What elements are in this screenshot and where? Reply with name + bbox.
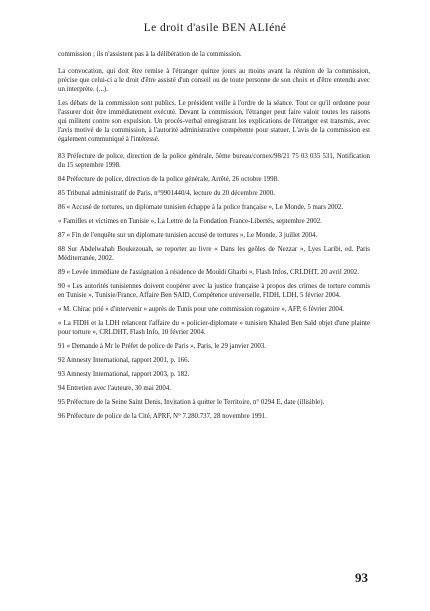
- page-number: 93: [355, 570, 368, 585]
- footnote: 93 Amnesty International, rapport 2003, p. 182.: [58, 371, 190, 378]
- footnote: 87 « Fin de l'enquête sur un diplomate tunisien accusé de tortures », Le Monde, 3 juillet 2004.: [58, 232, 318, 239]
- footnote: 89 « Levée immédiate de l'assignation à résidence de Mouldi Gharbi », Flash Infos, CRLDHT, 20 avril 2002.: [58, 269, 359, 276]
- footnote: « Familles et victimes en Tunisie », La Lettre de la Fondation France-Libertés, septembre 2002.: [58, 218, 322, 225]
- footnote: 86 « Accusé de tortures, un diplomate tunisien échappe à la police française », Le Monde, 5 mars 2002.: [58, 204, 344, 211]
- footnote: 91 « Demande à Mr le Préfet de police de Paris », Paris, le 29 janvier 2003.: [58, 343, 267, 350]
- footnote: 84 Préfecture de police, direction de la police générale, Arrêté, 26 octobre 1998.: [58, 176, 279, 183]
- footnote: « La FIDH et la LDH relancent l'affaire du « policier-diplomate » tunisien Khaled Ben Saïd objet d'une plainte pour torture », CRLDHT, Flash Info, 10 février 2004.: [58, 320, 370, 336]
- footnote: 85 Tribunal administratif de Paris, n°9901440/4, lecture du 20 décembre 2000.: [58, 190, 275, 197]
- body-paragraph: La convocation, qui doit être remise à l'étranger quinze jours au moins avant la réunion de la commission, précise que celui-ci a le droit d'être assisté d'un conseil ou de toute personne de son choix et d'être entendu avec un interprète. (...).: [58, 68, 370, 93]
- footnote: 88 Sur Abdelwahab Boukezouah, se reporter au livre « Dans les geôles de Nezzar », Lyes Laribi, ed. Paris Méditerranée, 2002.: [58, 246, 370, 262]
- footnote: 95 Préfecture de la Seine Saint Denis, Invitation à quitter le Territoire, n° 0294 E, date (illisible).: [58, 399, 325, 406]
- body-paragraph: commission ; ils n'assistent pas à la délibération de la commission.: [58, 51, 242, 58]
- footnote: 83 Préfecture de police, direction de la police générale, 5ème bureau/cornex/98/21 75 03 035 531, Notification du 15 septembre 1998.: [58, 153, 370, 169]
- footnote: 92 Amnesty International, rapport 2001, p. 166.: [58, 357, 190, 364]
- footnote: « M. Chirac prié « d'intervenir » auprès de Tunis pour une commission rogatoire », AFP, 6 février 2004.: [58, 306, 345, 313]
- footnote: 90 « Les autorités tunisiennes doivent coopérer avec la justice française à propos des crimes de torture commis en Tunisie », Tunisie/France, Affaire Ben SAID, Compétence universelle, FIDH, LDH, 5 février 2004.: [58, 283, 370, 299]
- running-header: Le droit d'asile BEN ALIéné: [143, 22, 287, 34]
- page-body: [58, 50, 370, 426]
- footnotes: [58, 152, 370, 421]
- footnote: 96 Préfecture de police de la Cité, APRF, N° 7.280.737, 28 novembre 1991.: [58, 413, 267, 420]
- footnote: 94 Entretien avec l'auteure, 30 mai 2004.: [58, 385, 171, 392]
- body-paragraph: Les débats de la commission sont publics. Le président veille à l'ordre de la séance. Tout ce qu'il ordonne pour l'assurer doit être immédiatement exécuté. Devant la commission, l'étranger peut faire valoir toutes les raisons qui militent contre son expulsion. Un procès-verbal enregistrant les explications de l'étranger est transmis, avec l'avis motivé de la commission, à l'autorité administrative compétente pour statuer. L'avis de la commission est également communiqué à l'intéressé.: [58, 100, 370, 143]
